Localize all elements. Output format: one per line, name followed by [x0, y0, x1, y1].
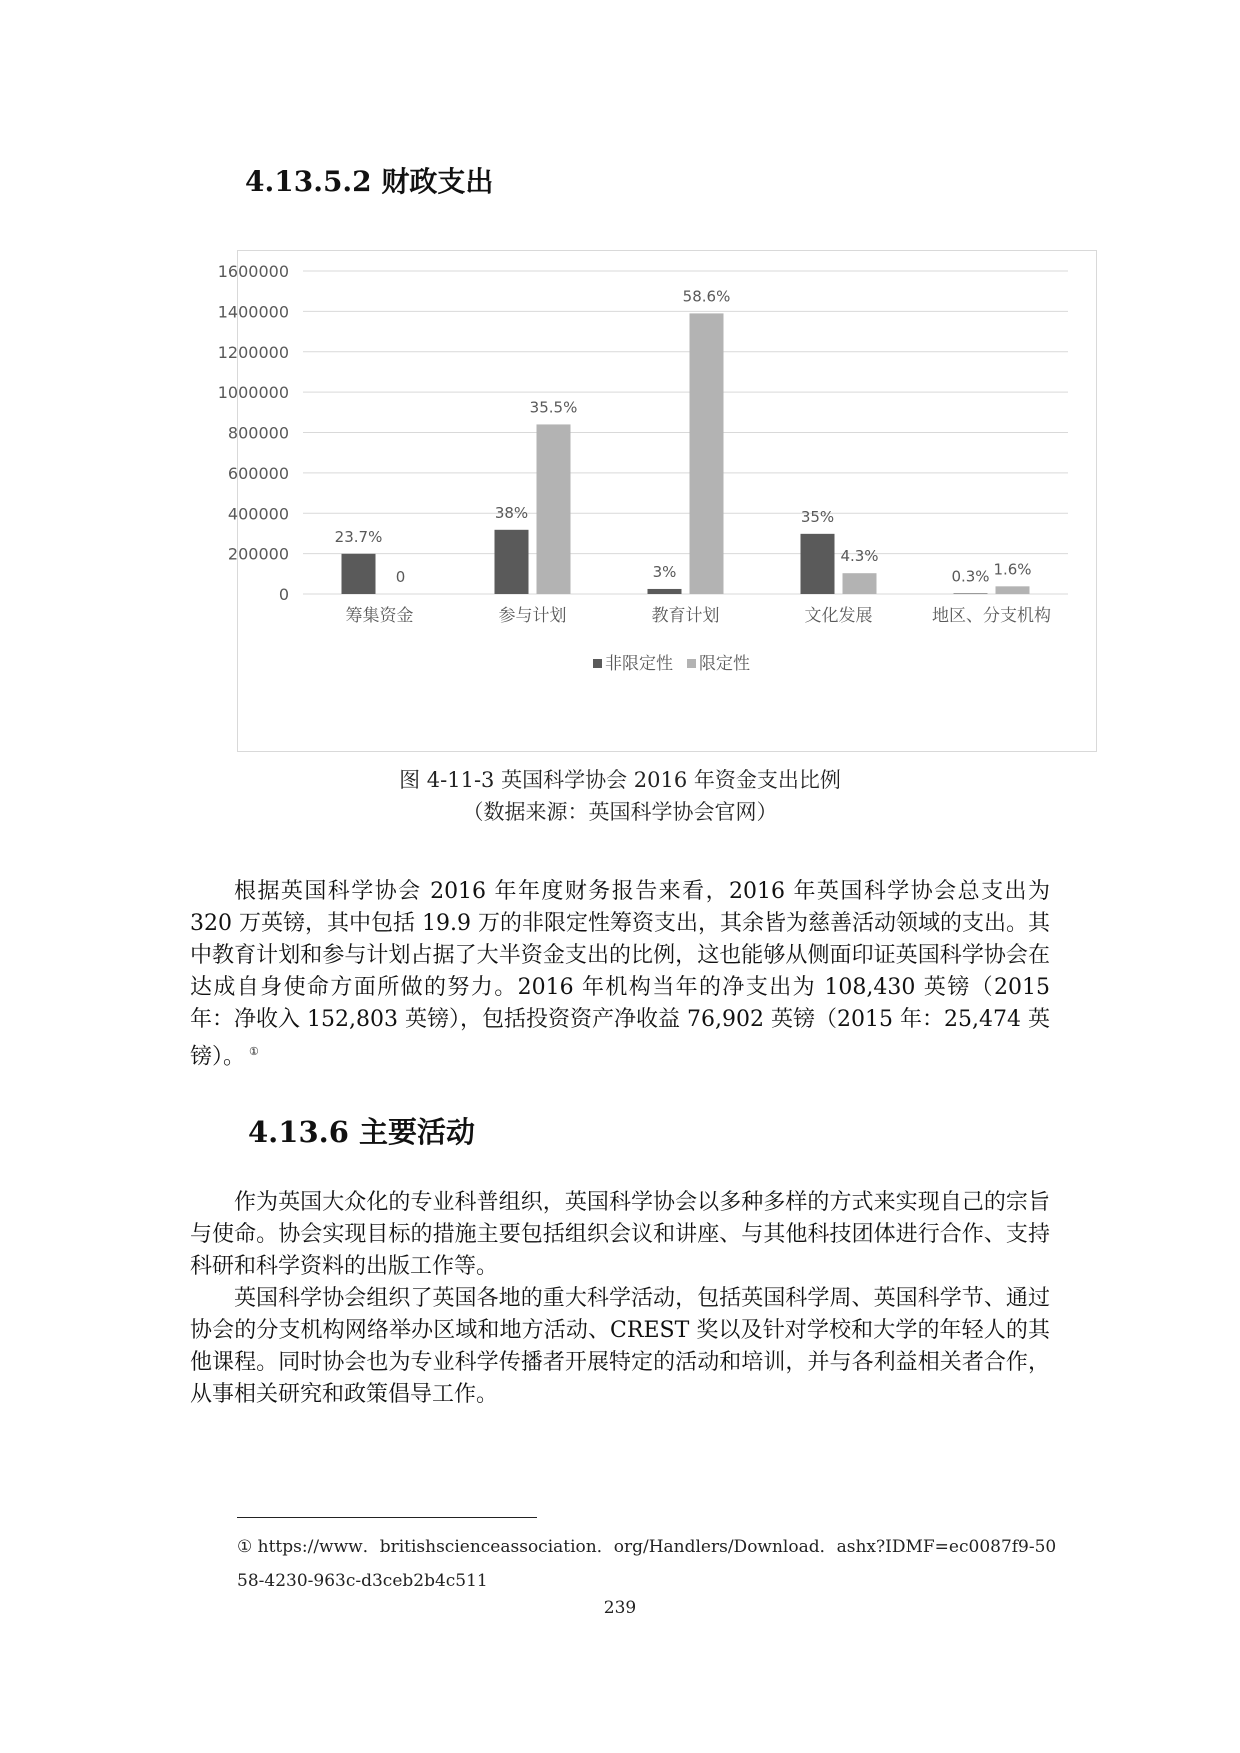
legend-label: 限定性	[699, 654, 750, 674]
x-category-label: 教育计划	[651, 606, 720, 626]
bar-限定性	[843, 573, 877, 594]
activities-paragraph-1: 作为英国大众化的专业科普组织，英国科学协会以多种多样的方式来实现自己的宗旨与使命。协会实现目标的措施主要包括组织会议和讲座、与其他科技团体进行合作、支持科研和科学资料的出版工作等。	[190, 1190, 1050, 1279]
data-label: 0	[395, 568, 406, 586]
section-heading: 4.13.5.2 财政支出	[245, 165, 494, 198]
chart-canvas	[217, 251, 1098, 753]
y-tick-label: 400000	[227, 504, 289, 524]
y-tick-label: 1000000	[217, 383, 289, 403]
footnote-divider	[237, 1517, 537, 1518]
y-tick-label: 800000	[227, 423, 289, 443]
bar-非限定性	[648, 589, 682, 594]
figure-caption: 图 4-11-3 英国科学协会 2016 年资金支出比例	[399, 768, 841, 792]
data-label: 23.7%	[334, 527, 383, 546]
bar-限定性	[690, 313, 724, 594]
bar-非限定性	[801, 534, 835, 594]
x-category-label: 筹集资金	[345, 606, 414, 626]
data-label: 0.3%	[951, 567, 990, 586]
x-category-label: 文化发展	[804, 606, 873, 626]
activities-heading: 4.13.6 主要活动	[248, 1115, 476, 1149]
bar-非限定性	[495, 530, 529, 594]
y-tick-label: 1600000	[217, 262, 289, 281]
footnote: ① https://www．britishscienceassociation．org/Handlers/Download．ashx?IDMF=ec0087f9-5058-4230-963c-d3ceb2b4c511	[237, 1537, 1057, 1591]
x-category-label: 地区、分支机构	[932, 606, 1051, 626]
footnote-marker[interactable]: ①	[249, 1045, 259, 1058]
page-number: 239	[603, 1598, 637, 1618]
bar-限定性	[996, 586, 1030, 594]
legend-swatch	[593, 659, 602, 668]
legend-label: 非限定性	[605, 654, 673, 674]
y-tick-label: 1200000	[217, 342, 289, 362]
legend-swatch	[687, 659, 696, 668]
bar-非限定性	[954, 593, 988, 594]
data-label: 4.3%	[840, 547, 879, 566]
figure-source: （数据来源：英国科学协会官网）	[462, 800, 778, 824]
data-label: 1.6%	[993, 560, 1032, 579]
bar-非限定性	[342, 554, 376, 594]
finance-paragraph-text: 根据英国科学协会 2016 年年度财务报告来看，2016 年英国科学协会总支出为 320 万英镑，其中包括 19.9 万的非限定性筹资支出，其余皆为慈善活动领域的支出。其中教育计划和参与计划占据了大半资金支出的比例，这也能够从侧面印证英国科学协会在达成自身使命方面所做的努力。2016 年机构当年的净支出为 108,430 英镑（2015 年：净收入 152,803 英镑），包括投资资产净收益 76,902 英镑（2015 年：25,474 英镑）。	[190, 879, 1050, 1070]
y-tick-label: 600000	[227, 463, 289, 483]
data-label: 35%	[800, 507, 835, 526]
data-label: 38%	[494, 503, 529, 522]
activities-paragraph-2: 英国科学协会组织了英国各地的重大科学活动，包括英国科学周、英国科学节、通过协会的分支机构网络举办区域和地方活动、CREST 奖以及针对学校和大学的年轻人的其他课程。同时协会也为专业科学传播者开展特定的活动和培训，并与各利益相关者合作，从事相关研究和政策倡导工作。	[190, 1286, 1050, 1407]
x-category-label: 参与计划	[498, 606, 567, 626]
bar-限定性	[537, 424, 571, 594]
y-tick-label: 0	[278, 585, 289, 604]
data-label: 3%	[652, 562, 677, 581]
finance-paragraph	[190, 876, 1050, 1073]
data-label: 58.6%	[682, 287, 731, 306]
expenditure-bar-chart	[217, 250, 1097, 752]
y-tick-label: 200000	[227, 544, 289, 564]
data-label: 35.5%	[529, 398, 578, 417]
y-tick-label: 1400000	[217, 302, 289, 322]
